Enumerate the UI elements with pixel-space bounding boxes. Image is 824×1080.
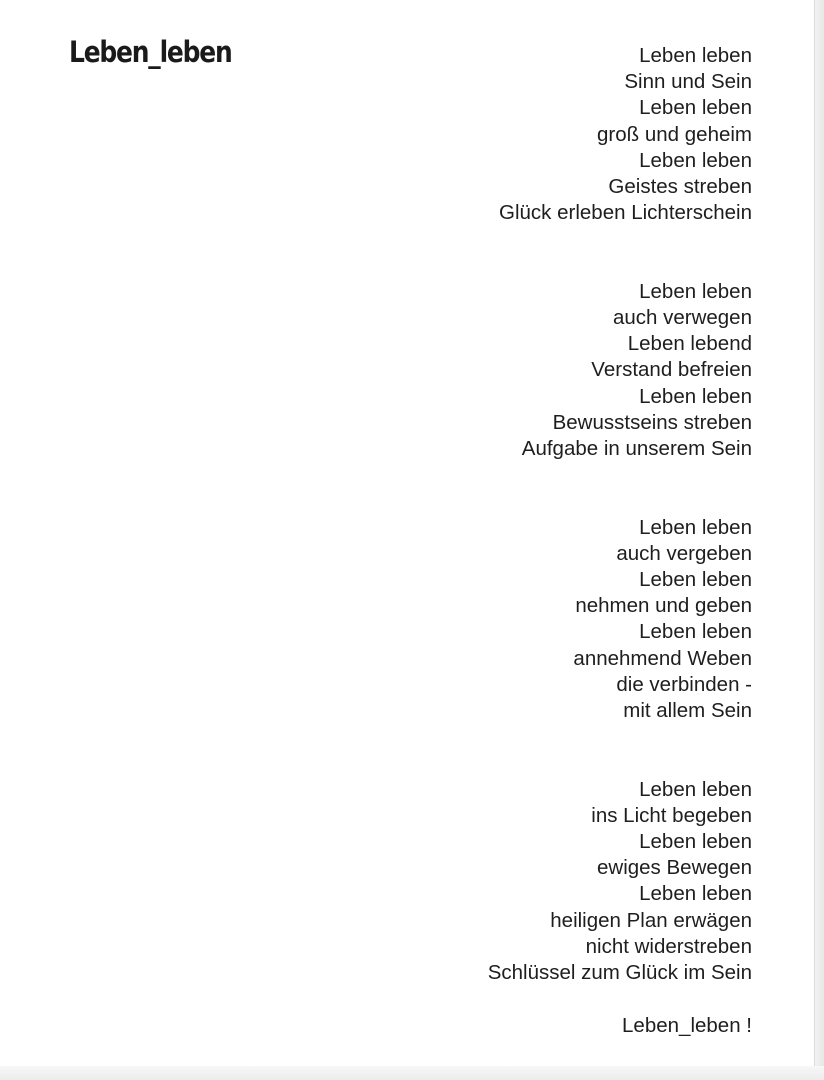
poem-line: annehmend Weben	[573, 646, 752, 670]
poem-line: Glück erleben Lichterschein	[499, 201, 752, 225]
poem-line: Leben leben	[639, 384, 752, 408]
poem-line: Leben leben	[639, 96, 752, 120]
poem-line: ins Licht begeben	[591, 803, 752, 827]
poem-line: Leben leben	[639, 279, 752, 303]
poem-line: Verstand befreien	[591, 358, 752, 382]
poem-line: Leben leben	[639, 148, 752, 172]
page-edge-bottom	[0, 1066, 824, 1080]
poem-line: Leben leben	[639, 830, 752, 854]
poem-line: Leben leben	[639, 44, 752, 67]
poem-line: ewiges Bewegen	[597, 856, 752, 880]
poem-line: Leben leben	[639, 777, 752, 801]
poem-line: auch vergeben	[616, 541, 752, 565]
stanza-4	[332, 777, 752, 987]
poem-body	[332, 43, 752, 1039]
stanza-2	[332, 279, 752, 462]
poem-line: Leben leben	[639, 515, 752, 539]
poem-closing-line: Leben_leben !	[622, 1013, 752, 1037]
poem-line: Leben leben	[639, 620, 752, 644]
poem-line: auch verwegen	[612, 306, 752, 330]
poem-line: heiligen Plan erwägen	[550, 908, 752, 932]
poem-line: Aufgabe in unserem Sein	[521, 437, 752, 461]
poem-line: Bewusstseins streben	[552, 410, 752, 434]
poem-line: Leben lebend	[627, 332, 752, 356]
poem-line: Leben leben	[639, 882, 752, 906]
page-edge-right	[814, 0, 824, 1080]
stanza-1	[332, 43, 752, 226]
poem-line: Schlüssel zum Glück im Sein	[487, 961, 752, 985]
poem-line: Geistes streben	[608, 175, 752, 199]
poem-line: mit allem Sein	[623, 699, 752, 723]
poem-title: Leben_leben	[69, 35, 232, 69]
poem-line: Leben leben	[639, 568, 752, 592]
poem-line: nehmen und geben	[575, 594, 752, 618]
stanza-3	[332, 515, 752, 725]
poem-line: groß und geheim	[597, 122, 752, 146]
poem-line: nicht widerstreben	[585, 934, 752, 958]
poem-line: die verbinden -	[616, 672, 752, 696]
poem-line: Sinn und Sein	[624, 70, 752, 94]
